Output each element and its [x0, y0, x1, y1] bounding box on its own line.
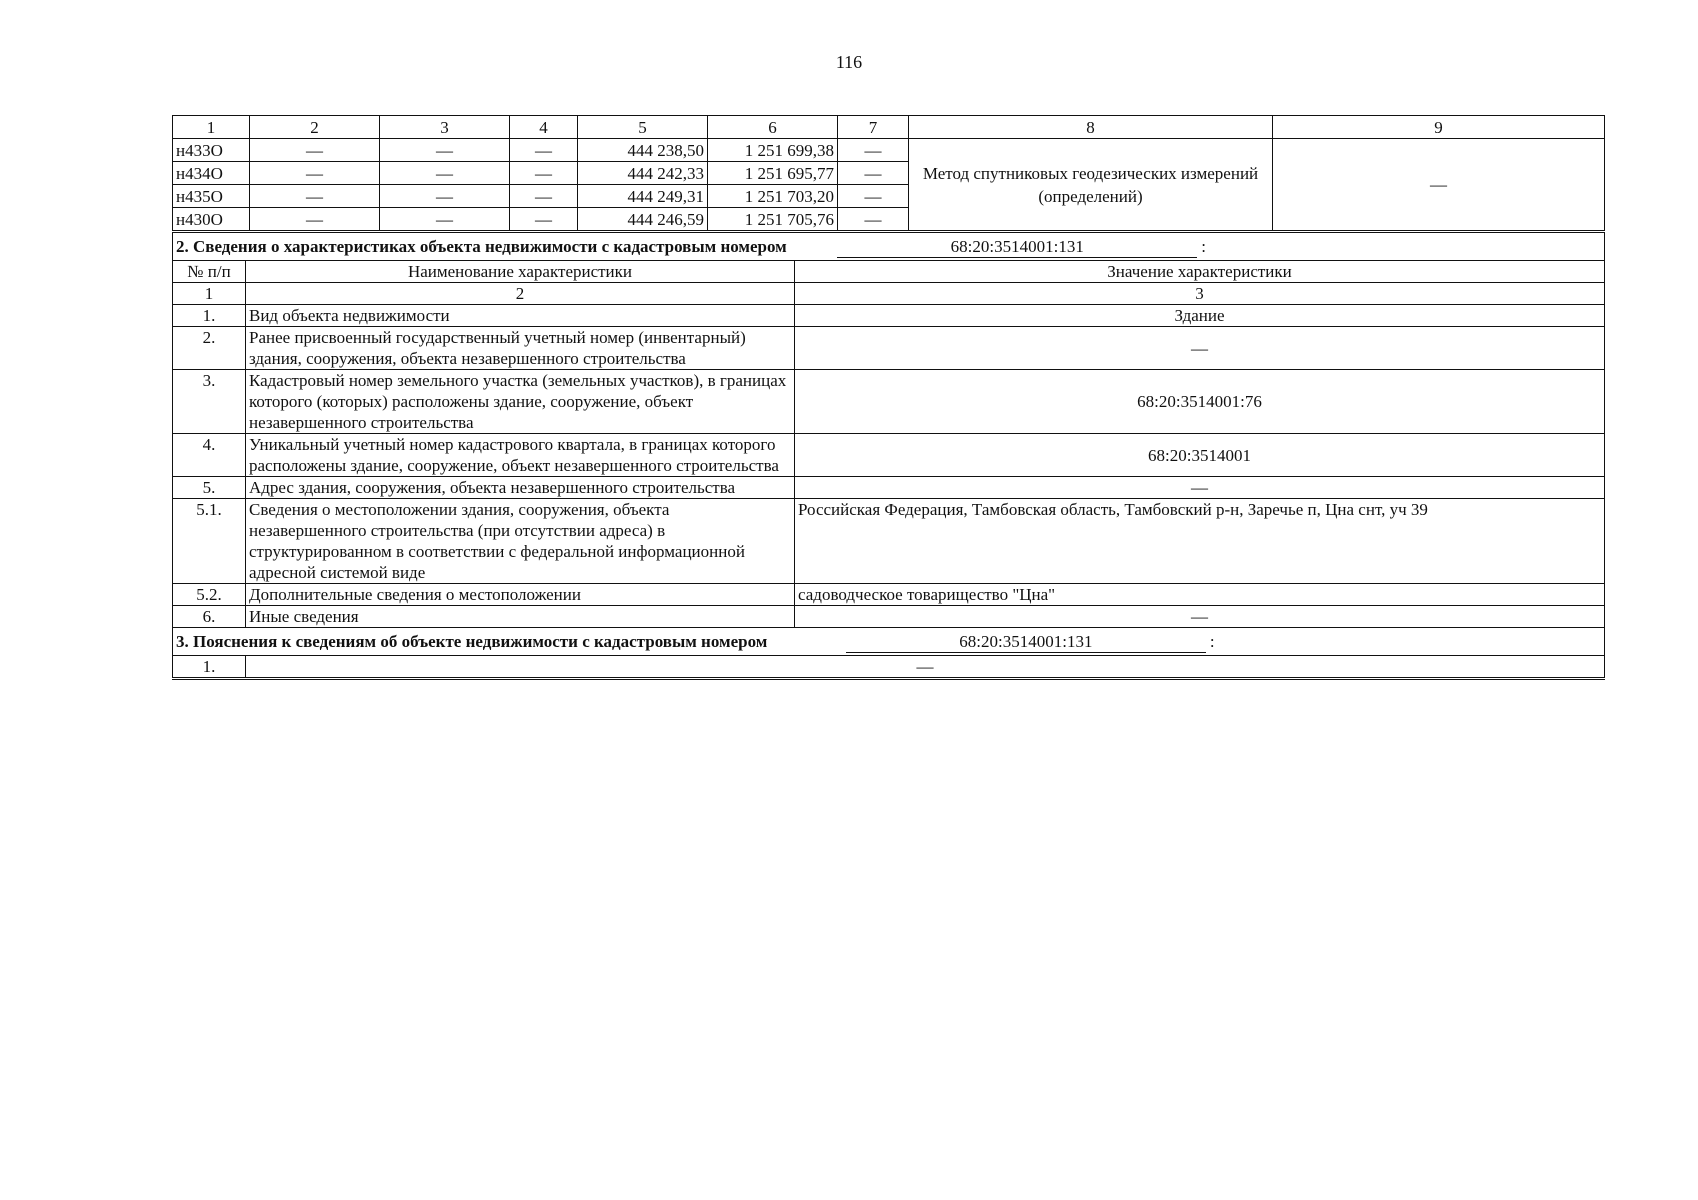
- coord-header-9: 9: [1273, 116, 1605, 139]
- row-number: 1.: [173, 305, 246, 327]
- coord-cell: —: [380, 162, 510, 185]
- characteristic-name: Вид объекта недвижимости: [246, 305, 795, 327]
- coord-cell: —: [250, 139, 380, 162]
- characteristic-value: Здание: [795, 305, 1605, 327]
- char-header-name: Наименование характеристики: [246, 261, 795, 283]
- coord-y: 1 251 699,38: [708, 139, 838, 162]
- characteristic-value: 68:20:3514001:76: [795, 370, 1605, 434]
- coord-y: 1 251 705,76: [708, 208, 838, 231]
- table-row: [173, 305, 1605, 327]
- table-row: [173, 327, 1605, 370]
- characteristic-name: Ранее присвоенный государственный учетный номер (инвентарный) здания, сооружения, объекта незавершенного строительства: [246, 327, 795, 370]
- characteristic-name: Уникальный учетный номер кадастрового квартала, в границах которого расположены здание, сооружение, объект незавершенного строительства: [246, 434, 795, 477]
- coord-cell: —: [250, 185, 380, 208]
- measurement-method: Метод спутниковых геодезических измерений (определений): [909, 139, 1273, 231]
- coord-cell: —: [250, 162, 380, 185]
- char-colnum-row: [173, 283, 1605, 305]
- characteristic-name: Иные сведения: [246, 606, 795, 628]
- coord-header-3: 3: [380, 116, 510, 139]
- coord-header-6: 6: [708, 116, 838, 139]
- coord-header-2: 2: [250, 116, 380, 139]
- coord-header-1: 1: [173, 116, 250, 139]
- characteristic-value: садоводческое товарищество "Цна": [795, 584, 1605, 606]
- coord-header-5: 5: [578, 116, 708, 139]
- coord-cell: —: [838, 139, 909, 162]
- row-number: 3.: [173, 370, 246, 434]
- char-colnum-1: 1: [173, 283, 246, 305]
- section3-title: 3. Пояснения к сведениям об объекте недвижимости с кадастровым номером: [176, 631, 768, 651]
- char-header-num: № п/п: [173, 261, 246, 283]
- point-name: н435О: [173, 185, 250, 208]
- section3-title-cell: [173, 628, 1605, 656]
- characteristic-value: —: [795, 477, 1605, 499]
- section3-colon: :: [1209, 631, 1215, 651]
- section2-title: 2. Сведения о характеристиках объекта недвижимости с кадастровым номером: [176, 236, 787, 256]
- coord-col9-value: —: [1273, 139, 1605, 231]
- char-colnum-3: 3: [795, 283, 1605, 305]
- table-row: [173, 584, 1605, 606]
- coord-x: 444 242,33: [578, 162, 708, 185]
- section3-header: [173, 628, 1605, 656]
- point-name: н433О: [173, 139, 250, 162]
- coord-cell: —: [838, 162, 909, 185]
- coord-x: 444 249,31: [578, 185, 708, 208]
- char-header-value: Значение характеристики: [795, 261, 1605, 283]
- coord-x: 444 246,59: [578, 208, 708, 231]
- table-row: [173, 477, 1605, 499]
- table-row: [173, 499, 1605, 584]
- characteristic-value: —: [795, 606, 1605, 628]
- section2-title-cell: [173, 233, 1605, 261]
- coord-cell: —: [380, 185, 510, 208]
- coord-cell: —: [510, 208, 578, 231]
- coord-header-row: [173, 116, 1605, 139]
- characteristic-value: 68:20:3514001: [795, 434, 1605, 477]
- row-number: 5.: [173, 477, 246, 499]
- coord-y: 1 251 695,77: [708, 162, 838, 185]
- coord-cell: —: [838, 208, 909, 231]
- row-number: 4.: [173, 434, 246, 477]
- char-colnum-2: 2: [246, 283, 795, 305]
- coord-cell: —: [510, 162, 578, 185]
- coord-x: 444 238,50: [578, 139, 708, 162]
- section2-colon: :: [1201, 236, 1206, 256]
- coord-y: 1 251 703,20: [708, 185, 838, 208]
- point-name: н434О: [173, 162, 250, 185]
- coord-header-7: 7: [838, 116, 909, 139]
- coord-cell: —: [510, 139, 578, 162]
- characteristic-value: —: [795, 327, 1605, 370]
- table-row: [173, 370, 1605, 434]
- coord-header-4: 4: [510, 116, 578, 139]
- coord-cell: —: [838, 185, 909, 208]
- explanation-value: —: [246, 656, 1605, 679]
- coord-cell: —: [510, 185, 578, 208]
- row-number: 6.: [173, 606, 246, 628]
- characteristic-name: Кадастровый номер земельного участка (земельных участков), в границах которого (которых) расположены здание, сооружение, объект незавершенного строительства: [246, 370, 795, 434]
- table-row: [173, 139, 1605, 162]
- section2-cad-number: 68:20:3514001:131: [837, 237, 1197, 258]
- coord-cell: —: [380, 208, 510, 231]
- characteristics-table: [172, 232, 1605, 680]
- page-number: 116: [835, 52, 863, 72]
- row-number: 1.: [173, 656, 246, 679]
- characteristic-value: Российская Федерация, Тамбовская область, Тамбовский р-н, Заречье п, Цна снт, уч 39: [795, 499, 1605, 584]
- table-row: [173, 606, 1605, 628]
- coordinates-table: [172, 115, 1605, 231]
- characteristic-name: Адрес здания, сооружения, объекта незавершенного строительства: [246, 477, 795, 499]
- table-row: [173, 656, 1605, 679]
- point-name: н430О: [173, 208, 250, 231]
- row-number: 5.1.: [173, 499, 246, 584]
- coord-header-8: 8: [909, 116, 1273, 139]
- coord-cell: —: [380, 139, 510, 162]
- characteristic-name: Сведения о местоположении здания, сооружения, объекта незавершенного строительства (при отсутствии адреса) в структурированном в соответствии с федеральной информационной адресной системой виде: [246, 499, 795, 584]
- row-number: 2.: [173, 327, 246, 370]
- section2-header: [173, 233, 1605, 261]
- characteristic-name: Дополнительные сведения о местоположении: [246, 584, 795, 606]
- section3-cad-number: 68:20:3514001:131: [846, 632, 1206, 653]
- row-number: 5.2.: [173, 584, 246, 606]
- char-header-row: [173, 261, 1605, 283]
- table-row: [173, 434, 1605, 477]
- coord-cell: —: [250, 208, 380, 231]
